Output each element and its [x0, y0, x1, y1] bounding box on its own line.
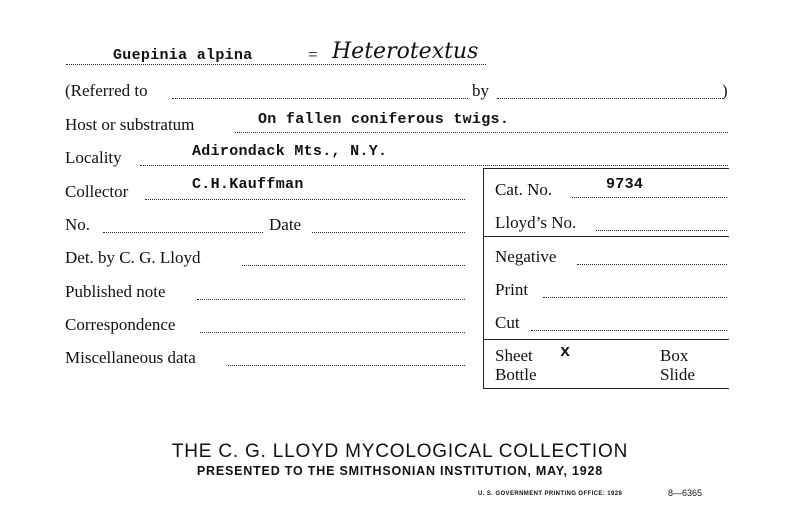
sheet-mark: x — [560, 343, 571, 362]
correspondence-line — [200, 332, 465, 333]
negative-line — [577, 264, 727, 265]
no-label: No. — [65, 215, 91, 234]
date-label: Date — [269, 215, 302, 234]
host-line — [235, 132, 728, 133]
cut-label: Cut — [495, 313, 520, 332]
slide-label: Slide — [660, 365, 695, 384]
sheet-label: Sheet — [495, 346, 533, 365]
negative-label: Negative — [495, 247, 557, 266]
collector-label: Collector — [65, 182, 129, 201]
cut-line — [531, 330, 727, 331]
box-divider-lower — [483, 339, 729, 340]
box-top-border — [483, 168, 729, 169]
print-label: Print — [495, 280, 529, 299]
no-line — [103, 232, 263, 233]
box-bottom-border — [483, 388, 729, 389]
published-label: Published note — [65, 282, 166, 301]
referred-to-label: (Referred to — [65, 81, 148, 100]
det-line — [242, 265, 465, 266]
published-line — [197, 299, 465, 300]
footer-title: THE C. G. LLOYD MYCOLOGICAL COLLECTION — [171, 441, 629, 462]
close-paren: ) — [722, 81, 728, 100]
cat-no-label: Cat. No. — [495, 180, 553, 199]
by-label: by — [472, 81, 489, 100]
locality-label: Locality — [65, 148, 122, 167]
footer-subtitle: PRESENTED TO THE SMITHSONIAN INSTITUTION, MAY, 1928 — [196, 464, 604, 478]
box-divider — [483, 236, 729, 237]
locality-line — [140, 165, 728, 166]
lloyd-no-label: Lloyd’s No. — [495, 213, 577, 232]
misc-label: Miscellaneous data — [65, 348, 196, 367]
lloyd-no-line — [596, 230, 727, 231]
form-number: 8—6365 — [668, 488, 703, 498]
host-label: Host or substratum — [65, 115, 195, 134]
date-line — [312, 232, 465, 233]
referred-to-line — [172, 98, 468, 99]
cat-no-value: 9734 — [606, 176, 644, 193]
misc-line — [228, 365, 465, 366]
handwritten-synonym: Heterotextus — [332, 39, 479, 64]
specimen-name: Guepinia alpina — [113, 47, 253, 64]
collector-value: C.H.Kauffman — [192, 176, 304, 193]
print-line — [543, 297, 727, 298]
printing-office: U. S. GOVERNMENT PRINTING OFFICE: 1928 — [478, 491, 623, 497]
box-left-border — [483, 168, 484, 388]
host-value: On fallen coniferous twigs. — [258, 111, 510, 128]
equals-sign: = — [308, 45, 318, 64]
box-label: Box — [660, 346, 689, 365]
by-line — [497, 98, 723, 99]
correspondence-label: Correspondence — [65, 315, 176, 334]
collector-line — [145, 199, 465, 200]
det-label: Det. by C. G. Lloyd — [65, 248, 201, 267]
locality-value: Adirondack Mts., N.Y. — [192, 143, 388, 160]
bottle-label: Bottle — [495, 365, 537, 384]
cat-no-line — [572, 197, 727, 198]
